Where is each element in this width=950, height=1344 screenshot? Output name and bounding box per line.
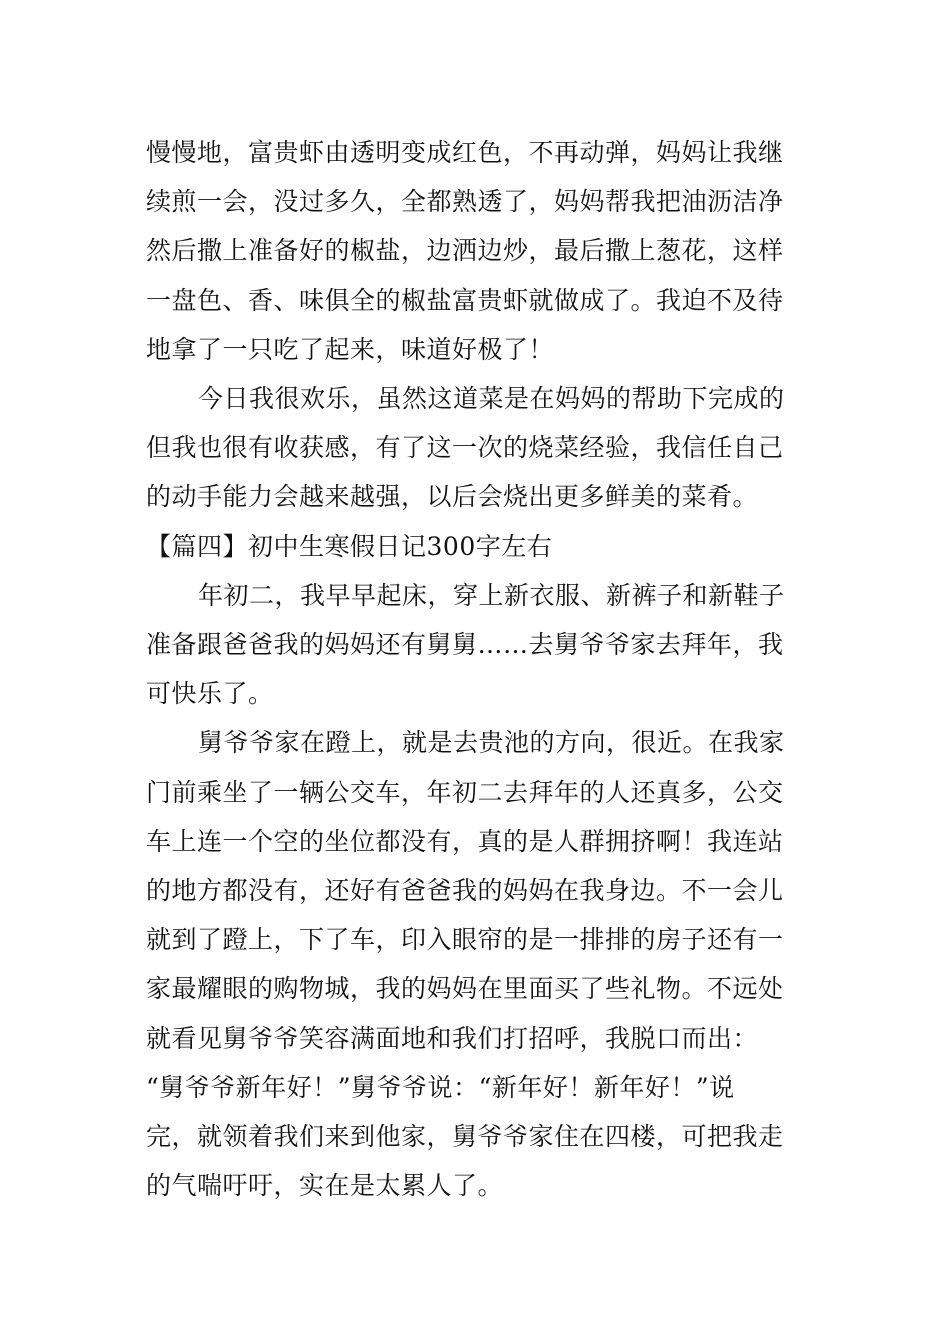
- paragraph-line: “舅爷爷新年好！”舅爷爷说：“新年好！新年好！”说: [146, 1072, 735, 1102]
- paragraph-line: 地拿了一只吃了起来，味道好极了！: [146, 334, 555, 364]
- paragraph-line: 车上连一个空的坐位都没有，真的是人群拥挤啊！我连站: [146, 826, 784, 856]
- paragraph-line: 一盘色、香、味俱全的椒盐富贵虾就做成了。我迫不及待: [146, 285, 784, 315]
- paragraph-line: 可快乐了。: [146, 679, 274, 709]
- paragraph-line: 慢慢地，富贵虾由透明变成红色，不再动弹，妈妈让我继: [146, 138, 784, 167]
- paragraph-line: 的气喘吁吁，实在是太累人了。: [146, 1171, 504, 1201]
- paragraph-line: 就到了蹬上，下了车，印入眼帘的是一排排的房子还有一: [146, 925, 784, 955]
- paragraph-line: 续煎一会，没过多久，全都熟透了，妈妈帮我把油沥洁净: [146, 187, 784, 217]
- paragraph-line: 但我也很有收获感，有了这一次的烧菜经验，我信任自己: [146, 433, 784, 463]
- paragraph-line: 的动手能力会越来越强，以后会烧出更多鲜美的菜肴。: [146, 482, 759, 512]
- paragraph-line: 舅爷爷家在蹬上，就是去贵池的方向，很近。在我家: [198, 728, 785, 758]
- paragraph-line: 就看见舅爷爷笑容满面地和我们打招呼，我脱口而出：: [146, 1023, 759, 1053]
- paragraph-line: 准备跟爸爸我的妈妈还有舅舅……去舅爷爷家去拜年，我: [146, 630, 784, 660]
- paragraph-line: 完，就领着我们来到他家，舅爷爷家住在四楼，可把我走: [146, 1122, 784, 1152]
- paragraph-line: 的地方都没有，还好有爸爸我的妈妈在我身边。不一会儿: [146, 876, 784, 906]
- paragraph-line: 年初二，我早早起床，穿上新衣服、新裤子和新鞋子: [198, 580, 785, 610]
- paragraph-line: 家最耀眼的购物城，我的妈妈在里面买了些礼物。不远处: [146, 974, 784, 1004]
- paragraph-line: 门前乘坐了一辆公交车，年初二去拜年的人还真多，公交: [146, 777, 784, 807]
- document-body: [146, 128, 810, 1210]
- section-heading: 【篇四】初中生寒假日记300字左右: [146, 531, 553, 561]
- paragraph-line: 然后撒上准备好的椒盐，边洒边炒，最后撒上葱花，这样: [146, 236, 784, 266]
- paragraph-line: 今日我很欢乐，虽然这道菜是在妈妈的帮助下完成的: [198, 384, 785, 414]
